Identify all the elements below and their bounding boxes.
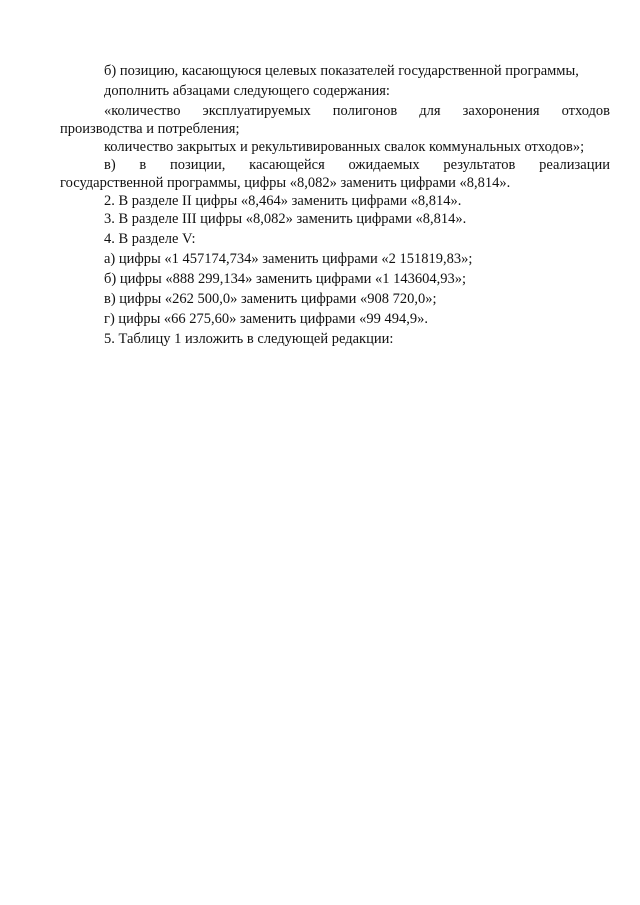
subitem-a: а) цифры «1 457174,734» заменить цифрами «2 151819,83»; — [104, 251, 473, 267]
item-4-section-v: 4. В разделе V: — [104, 231, 196, 247]
quote-landfills-line2: производства и потребления; — [60, 121, 240, 137]
subitem-b: б) цифры «888 299,134» заменить цифрами «1 143604,93»; — [104, 271, 467, 287]
paragraph-v-expected-results-line2: государственной программы, цифры «8,082» заменить цифрами «8,814». — [60, 175, 511, 191]
subitem-v: в) цифры «262 500,0» заменить цифрами «908 720,0»; — [104, 291, 437, 307]
paragraph-b-target-indicators: б) позицию, касающуюся целевых показателей государственной программы, — [104, 63, 579, 79]
item-2-section-ii: 2. В разделе II цифры «8,464» заменить цифрами «8,814». — [104, 193, 462, 209]
item-5-table-1: 5. Таблицу 1 изложить в следующей редакции: — [104, 331, 394, 347]
item-3-section-iii: 3. В разделе III цифры «8,082» заменить цифрами «8,814». — [104, 211, 467, 227]
quote-landfills-line1: «количество эксплуатируемых полигонов для захоронения отходов — [104, 103, 610, 119]
paragraph-v-expected-results-line1: в) в позиции, касающейся ожидаемых результатов реализации — [104, 157, 610, 173]
subitem-g: г) цифры «66 275,60» заменить цифрами «99 494,9». — [104, 311, 428, 327]
quote-closed-dumps: количество закрытых и рекультивированных свалок коммунальных отходов»; — [104, 139, 585, 155]
paragraph-add-clauses: дополнить абзацами следующего содержания: — [104, 83, 390, 99]
